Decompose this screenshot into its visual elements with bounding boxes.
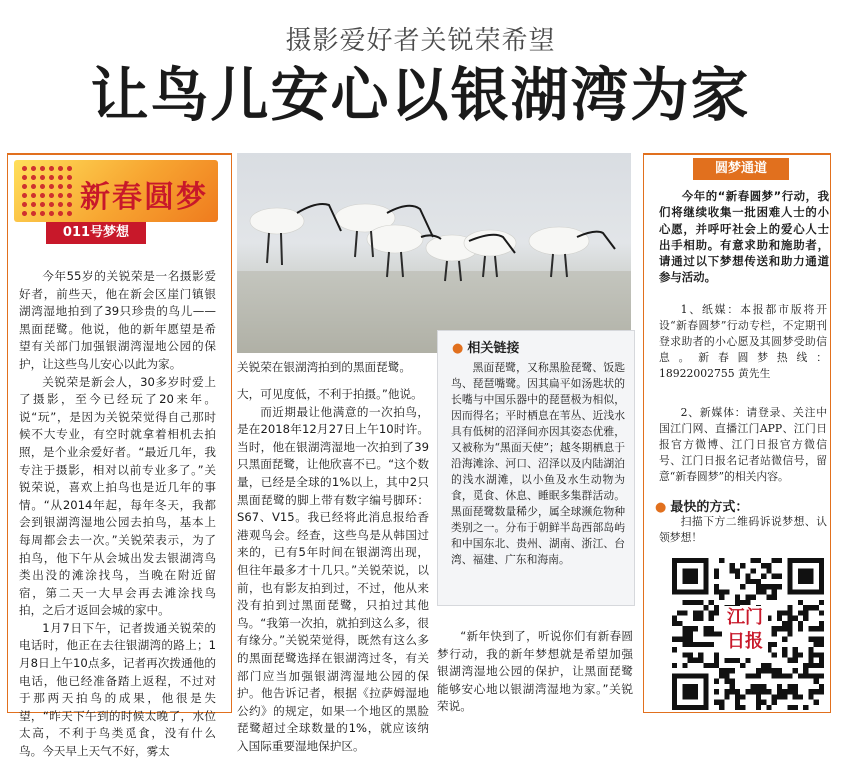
article-column-1 [19,268,216,761]
spoonbill-illustration [237,153,631,353]
sidebar-heading: 圆梦通道 [693,158,789,180]
plum-blossom-icon [20,164,76,218]
logo-line-2: 日报 [727,631,763,652]
article-paragraph: 大，可见度低，不利于拍摄。”他说。 [237,387,423,401]
article-paragraph: “新年快到了，听说你们有新春圆梦行动，我的新年梦想就是希望加强银湖湾湿地公园的保护，让黑面琵鹭能够安心地以银湖湾湿地为家。”关锐荣说。 [437,629,633,714]
article-paragraph: 关锐荣是新会人，30多岁时爱上了摄影，至今已经玩了20来年。说“玩”，是因为关锐荣觉得自己那时候不大专业，有空时就拿着相机去拍照，是个业余爱好者。“最近几年，我专注于摄影，相对以前专业多了。”关锐荣说，喜欢上拍鸟也是近几年的事情。“从2014年起，每年冬天，我都会到银湖湾湿地公园去拍鸟，基本上每周都会去一次。”关锐荣表示，为了拍鸟，他下午从会城出发去银湖湾鸟类出没的滩涂找鸟，当晚在附近留宿，第二天一大早会再去滩涂找鸟拍，之后才返回会城的家中。 [19,374,216,618]
banner-title: 新春圆梦 [80,180,208,215]
closing-quote [437,628,633,716]
bullet-icon: ● [655,500,667,515]
article-paragraph: 而近期最让他满意的一次拍鸟，是在2018年12月27日上午10时许。当时，他在银湖湾湿地一次拍到了39只黑面琵鹭，让他欣喜不已。“这个数量，已经是全球的1%以上，其中2只黑面琵鹭的脚上带有数字编号脚环：S67、V15。我已经将此消息报给香港观鸟会。经查，这些鸟是从韩国过来的，已有5年时间在银湖湾出现，但往年最多才十几只。”关锐荣说，以前，也有影友拍到过，不过，他从来没有拍到过黑面琵鹭，只拍过其他鸟。“我第一次拍，就拍到这么多，很有缘分。”关锐荣觉得，既然有这么多的黑面琵鹭选择在银湖湾过冬，有关部门应当加强银湖湾湿地公园的保护。他告诉记者，根据《拉萨姆湿地公约》的规定，如果一个地区的黑脸琵鹭超过全球数量的1%，就应该纳入国际重要湿地保护区。 [237,404,429,753]
sidebar-item-new-media: 2、新媒体：请登录、关注中国江门网、直播江门APP、江门日报官方微博、江门日报官方微信号、江门日报名记者站微信号，留意“新春圆梦”的相关内容。 [659,406,827,483]
page-title: 让鸟儿安心以银湖湾为家 [90,61,751,129]
sidebar-intro: 今年的“新春圆梦”行动，我们将继续收集一批困难人士的小心愿，并呼吁社会上的爱心人士出手相助。有意求助和施助者，请通过以下梦想传送和助力通道参与活动。 [659,189,829,285]
fastest-way-heading [655,496,748,515]
photo-caption: 关锐荣在银湖湾拍到的黑面琵鹭。 [237,360,411,374]
related-links-heading [452,337,519,356]
new-year-banner [14,160,218,222]
spoonbill-photo [237,153,631,353]
bullet-icon: ● [452,341,464,356]
wish-number-badge: 011号梦想 [46,222,146,244]
logo-line-1: 江门 [727,607,763,628]
related-links-title: 相关链接 [467,341,520,356]
sidebar-item-print: 1、纸媒：本报都市版将开设“新春圆梦”行动专栏，不定期刊登求助者的小心愿及其圆梦受助信息。新春圆梦热线：18922002755 黄先生 [659,303,827,380]
fastest-way-title: 最快的方式： [670,500,749,515]
jiangmen-daily-logo [722,606,768,658]
article-paragraph: 今年55岁的关锐荣是一名摄影爱好者，前些天，他在新会区崖门镇银湖湾湿地拍到了39只珍贵的鸟儿——黑面琵鹭。他说，他的新年愿望是希望有关部门加强银湖湾湿地公园的保护，让这些鸟儿安心以此为家。 [19,269,216,371]
article-column-2 [237,386,429,755]
subtitle: 摄影爱好者关锐荣希望 [285,26,556,56]
article-paragraph: 1月7日下午，记者拨通关锐荣的电话时，他正在去往银湖湾的路上；1月8日上午10点多，记者再次拨通他的电话，他已经准备踏上返程，不过对于那两天拍鸟的成果，他很是失望，“昨天下午到的时候太晚了，水位太高，不利于鸟类觅食，没有什么鸟。今天早上天气不好，雾太 [19,620,216,759]
related-links-text: 黑面琵鹭，又称黑脸琵鹭、饭匙鸟、琵琶嘴鹭。因其扁平如汤匙状的长嘴与中国乐器中的琵琶极为相似，因而得名；平时栖息在苇丛、近浅水具有低树的沼泽间亦因其姿态优雅，又被称为“黑面天使”；越冬期栖息于沿海滩涂、河口、沼泽以及内陆湖泊的浅水湖滩，以小鱼及水生动物为食，觅食、休息、睡眠多集群活动。黑面琵鹭数量稀少，属全球濒危物种类别之一。分布于朝鲜半岛西部岛屿和中国东北、贵州、湖南、浙江、台湾、福建、广东和海南。 [451,361,625,566]
fastest-way-text: 扫描下方二维码诉说梦想、认领梦想！ [659,515,827,544]
